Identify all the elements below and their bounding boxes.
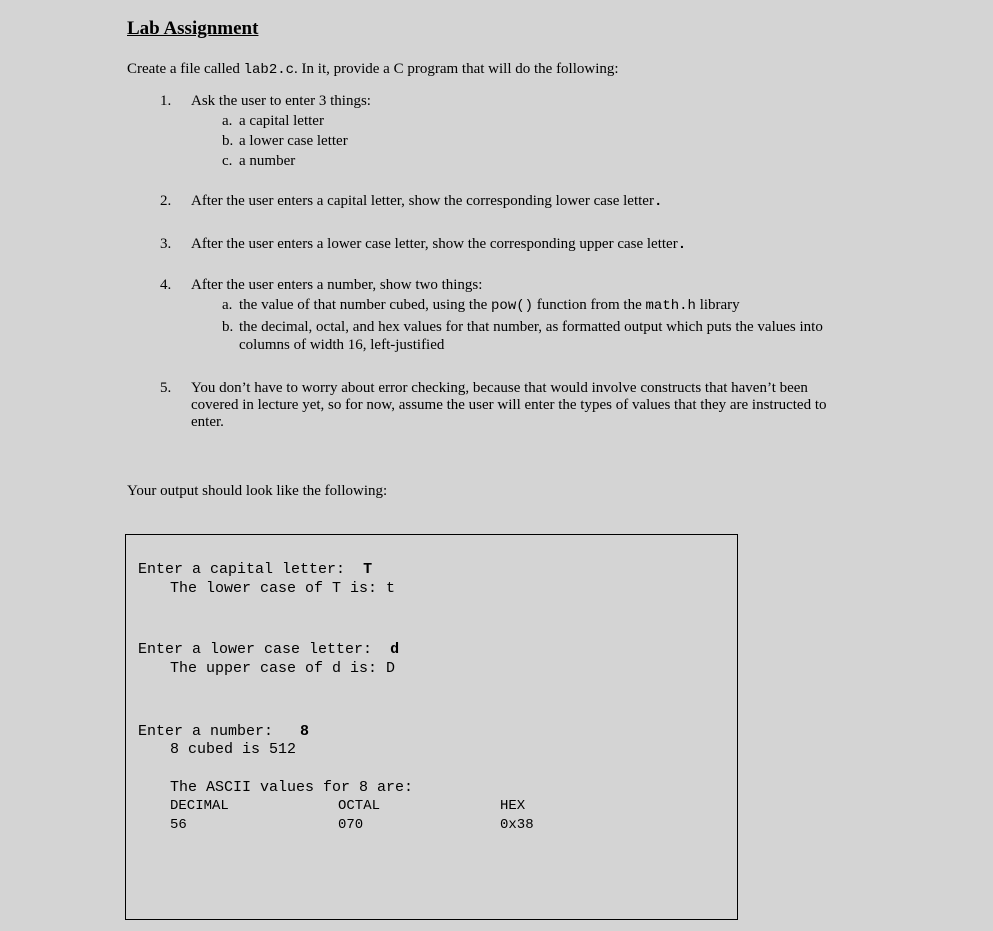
intro-filename: lab2.c xyxy=(243,62,295,78)
list-item-period: . xyxy=(653,194,663,210)
prompt-lower: Enter a lower case letter: xyxy=(138,641,373,658)
ascii-heading: The ASCII values for 8 are: xyxy=(170,779,414,796)
list-item-period: . xyxy=(677,237,687,253)
column-decimal-header: DECIMAL xyxy=(170,798,229,814)
list-item-number: 3. xyxy=(160,236,172,252)
pow-function-code: pow() xyxy=(491,298,534,314)
sub-item-text-mid: function from the xyxy=(536,297,642,313)
input-lower: d xyxy=(390,641,400,658)
intro-paragraph xyxy=(127,61,619,78)
page-title: Lab Assignment xyxy=(127,18,259,39)
prompt-capital: Enter a capital letter: xyxy=(138,561,346,578)
prompt-capital-line xyxy=(138,561,372,578)
prompt-number-line xyxy=(138,723,309,740)
sub-item-letter: a. xyxy=(222,113,233,129)
column-octal-header: OCTAL xyxy=(338,798,381,814)
list-item-number: 2. xyxy=(160,193,172,209)
math-library-code: math.h xyxy=(645,298,696,314)
cubed-result: 8 cubed is 512 xyxy=(170,741,297,758)
sub-item-text-post: library xyxy=(699,297,740,313)
list-item-text: After the user enters a number, show two things: xyxy=(191,277,483,293)
sub-item-text-line1: the decimal, octal, and hex values for that number, as formatted output which puts the values into xyxy=(239,319,823,335)
input-capital: T xyxy=(363,561,373,578)
list-item-text-main: After the user enters a lower case letter, show the corresponding upper case letter xyxy=(191,236,678,252)
output-label: Your output should look like the following: xyxy=(127,483,388,499)
input-number: 8 xyxy=(300,723,310,740)
prompt-number: Enter a number: xyxy=(138,723,274,740)
sub-item-text: a capital letter xyxy=(239,113,324,129)
console-output-box xyxy=(125,534,738,920)
sub-item-text: a lower case letter xyxy=(239,133,348,149)
sub-item-text xyxy=(239,297,740,314)
sub-item-text: a number xyxy=(239,153,296,169)
intro-after: . In it, provide a C program that will do the following: xyxy=(294,61,619,77)
sub-item-text-pre: the value of that number cubed, using the xyxy=(239,297,488,313)
value-hex: 0x38 xyxy=(500,817,534,833)
list-item-text xyxy=(191,193,662,210)
list-item-text: Ask the user to enter 3 things: xyxy=(191,93,371,109)
sub-item-letter: b. xyxy=(222,133,234,149)
list-item-number: 5. xyxy=(160,380,172,396)
list-item-text-line3: enter. xyxy=(191,414,224,430)
value-decimal: 56 xyxy=(170,817,187,833)
list-item-text-main: After the user enters a capital letter, show the corresponding lower case letter xyxy=(191,193,654,209)
prompt-lower-line xyxy=(138,641,399,658)
lower-result: The lower case of T is: t xyxy=(170,580,396,597)
value-octal: 070 xyxy=(338,817,364,833)
sub-item-letter: c. xyxy=(222,153,233,169)
list-item-text xyxy=(191,236,686,253)
list-item-number: 1. xyxy=(160,93,172,109)
sub-item-letter: a. xyxy=(222,297,233,313)
list-item-text-line1: You don’t have to worry about error checking, because that would involve constructs that haven’t been xyxy=(191,380,808,396)
column-hex-header: HEX xyxy=(500,798,526,814)
sub-item-text-line2: columns of width 16, left-justified xyxy=(239,337,445,353)
sub-item-letter: b. xyxy=(222,319,234,335)
upper-result: The upper case of d is: D xyxy=(170,660,396,677)
intro-before: Create a file called xyxy=(127,61,240,77)
list-item-number: 4. xyxy=(160,277,172,293)
list-item-text-line2: covered in lecture yet, so for now, assume the user will enter the types of values that they are instructed to xyxy=(191,397,827,413)
